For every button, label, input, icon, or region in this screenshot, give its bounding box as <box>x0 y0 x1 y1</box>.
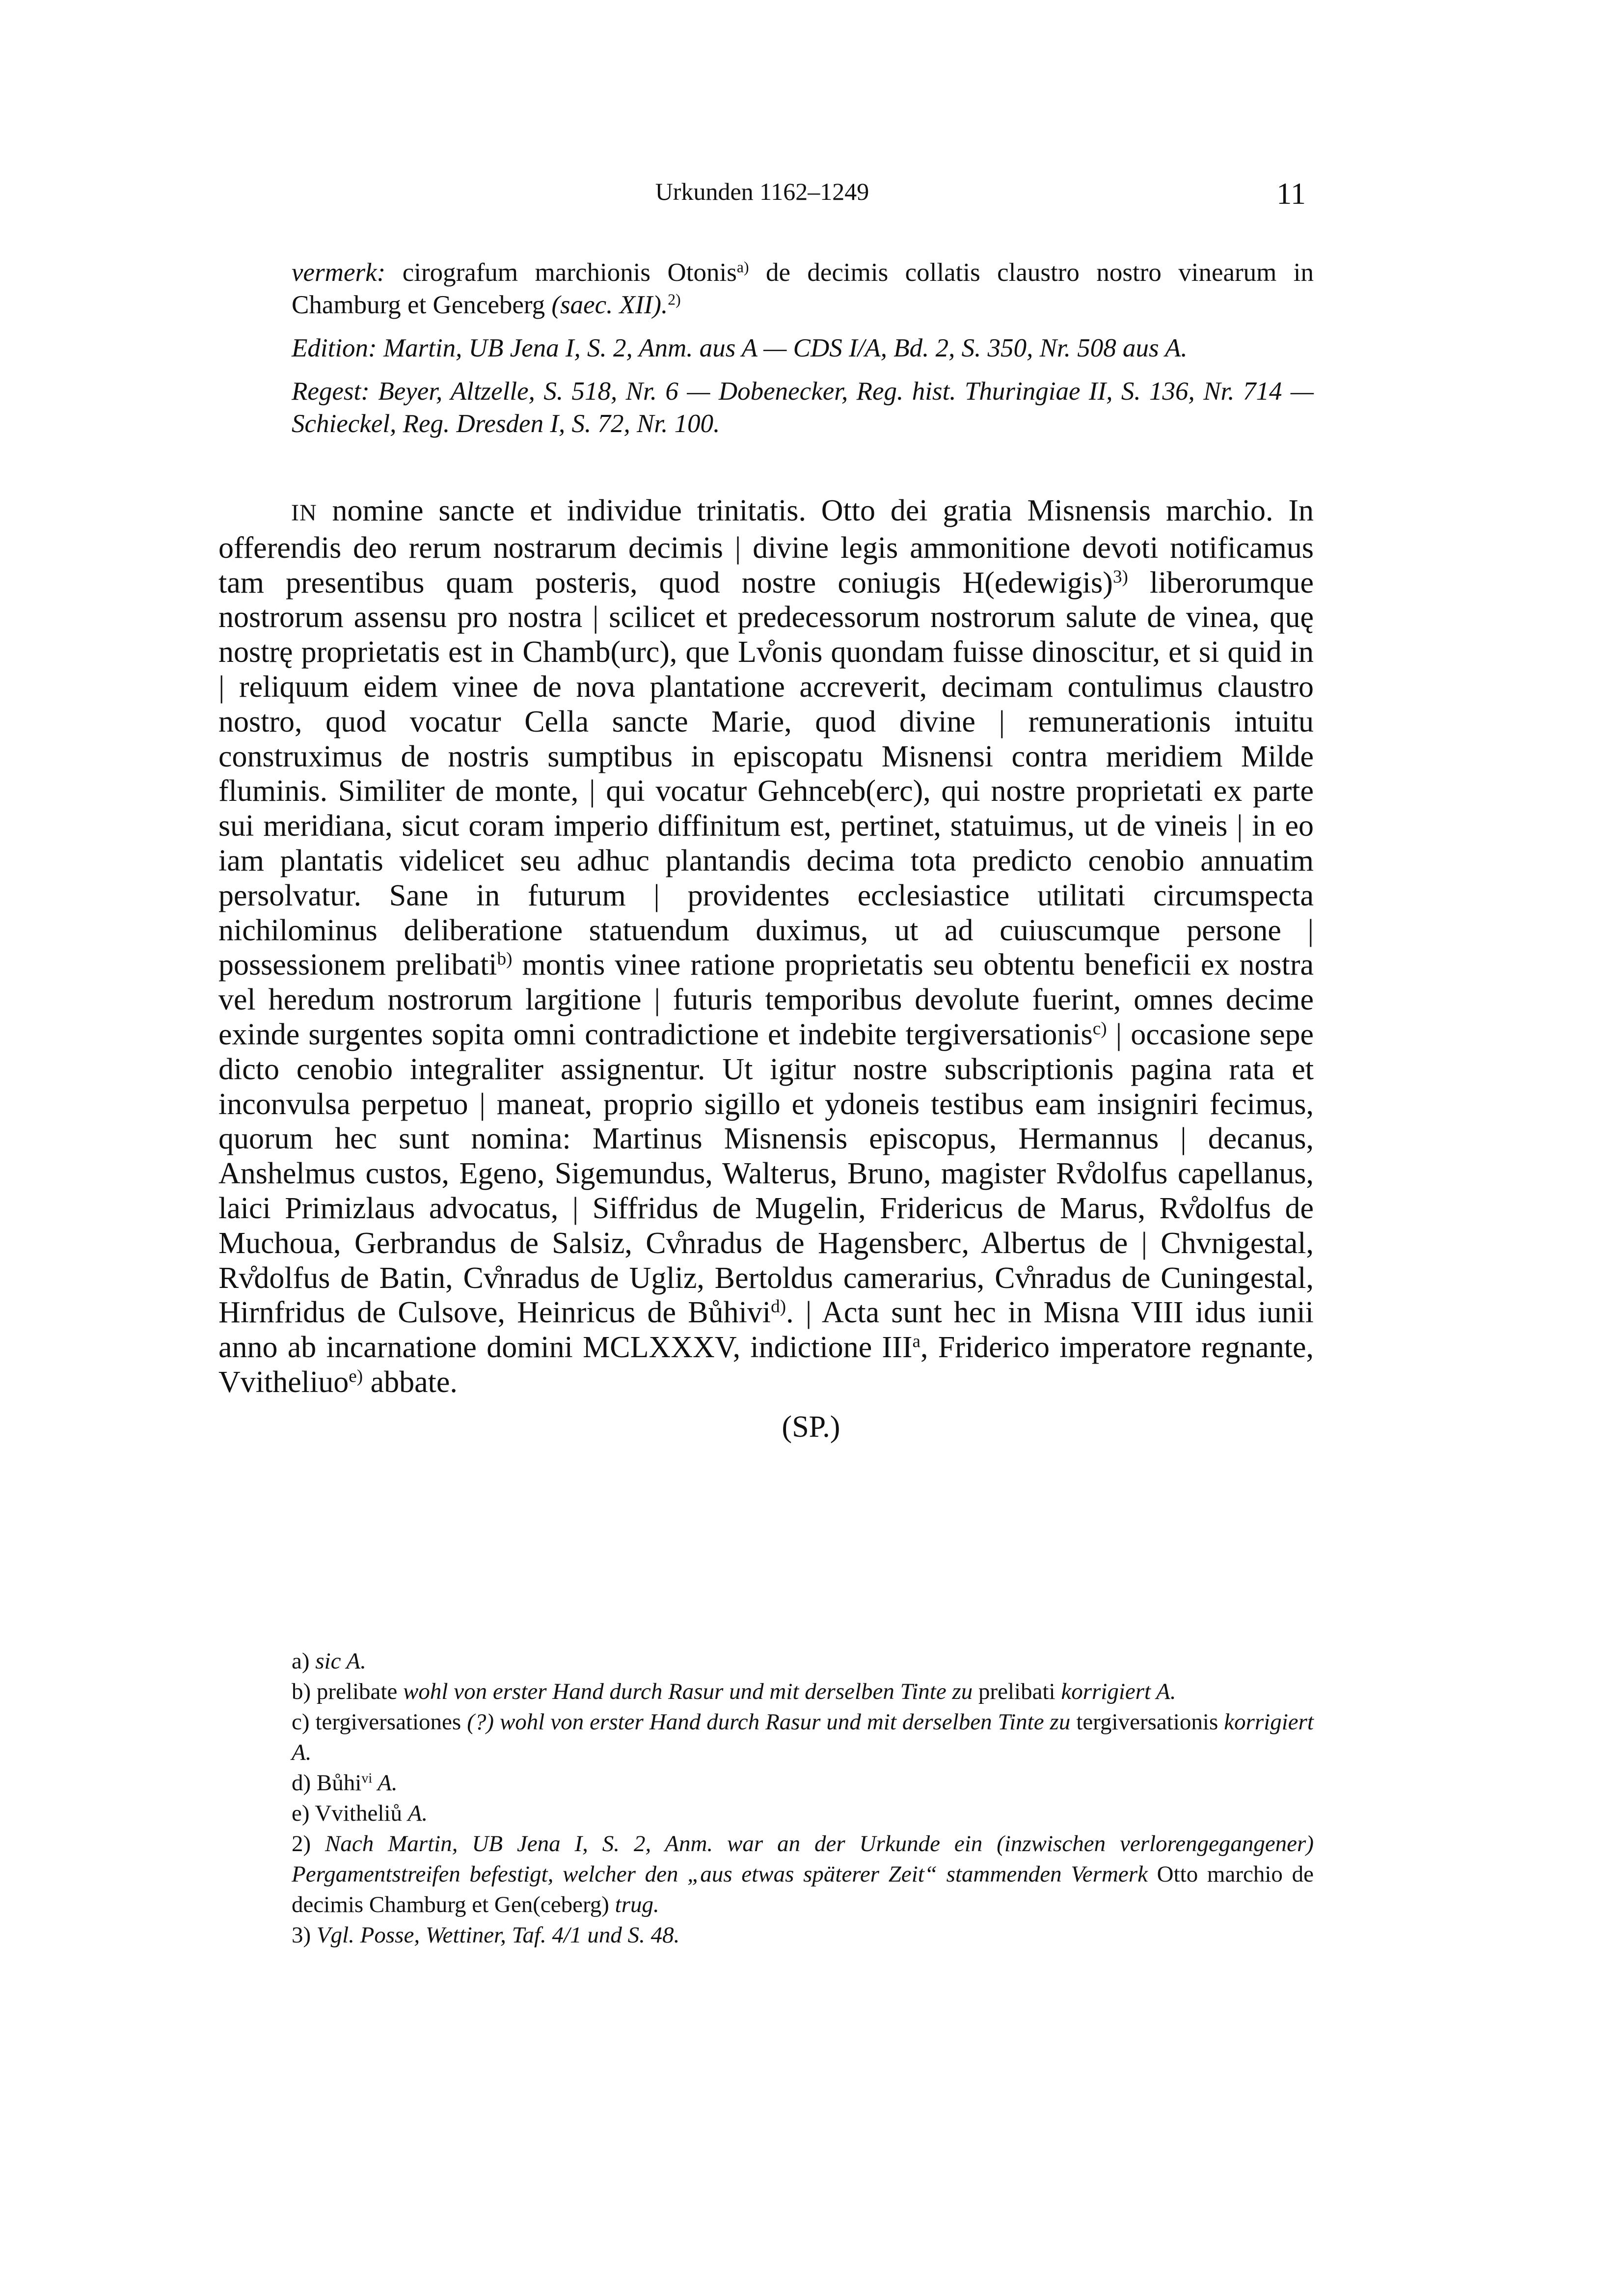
superscript-a: a <box>912 1331 921 1352</box>
footnote-text: Bůhi <box>316 1770 362 1796</box>
footnote-text: Otto marchio de decimis Chamburg et Gen(ceberg) <box>292 1861 1314 1917</box>
footnote-text: tergiversationes <box>315 1709 467 1735</box>
charter-text-part-6: , Friderico imperatore regnante, Vvitheliuo <box>218 1331 1314 1399</box>
charter-paragraph <box>218 493 1314 1400</box>
footnote-label: 2) <box>292 1831 325 1857</box>
footnote-a <box>292 1646 1314 1676</box>
footnote-text: prelibate <box>316 1679 404 1704</box>
footnote-text: korrigiert A. <box>292 1709 1314 1765</box>
footnote-d <box>292 1768 1314 1798</box>
vermerk-text: cirografum marchionis Otonis <box>385 258 737 287</box>
footnote-text: korrigiert A. <box>1061 1679 1176 1704</box>
footnote-text: Vgl. Posse, Wettiner, Taf. 4/1 und S. 48. <box>316 1922 680 1948</box>
footnote-label: b) <box>292 1679 317 1704</box>
edition-note <box>292 332 1314 364</box>
footnote-ref-a: a) <box>736 258 749 276</box>
footnote-2 <box>292 1829 1314 1920</box>
footnote-ref-b: b) <box>497 949 513 969</box>
charter-text-part-4: | occasione sepe dicto cenobio integraliter assignentur. Ut igitur nostre subscriptionis pagina rata et inconvulsa perpetuo | maneat, proprio sigillo et ydoneis testibus eam insigniri fecimus, quorum hec sunt nomina: Martinus Misnensis episcopus, Hermannus | decanus, Anshelmus custos, Egeno, Sigemundus, Walterus, Bruno, magister Rv̊dolfus capellanus, laici Primizlaus advocatus, | Siffridus de Mugelin, Fridericus de Marus, Rv̊dolfus de Muchoua, Gerbrandus de Salsiz, Cv̊nradus de Hagensberc, Albertus de | Chvnigestal, Rv̊dolfus de Batin, Cv̊nradus de Ugliz, Bertoldus camerarius, Cv̊nradus de Cuningestal, Hirnfridus de Culsove, Heinricus de Bůhivi <box>218 1017 1314 1330</box>
footnote-text: (?) wohl von erster Hand durch Rasur und mit derselben Tinte zu <box>467 1709 1077 1735</box>
footnote-text: tergiversationis <box>1076 1709 1224 1735</box>
edition-text: Edition: Martin, UB Jena I, S. 2, Anm. aus A — CDS I/A, Bd. 2, S. 350, Nr. 508 aus A. <box>292 334 1188 362</box>
footnote-b <box>292 1676 1314 1707</box>
vermerk-date: (saec. XII). <box>551 291 668 319</box>
regest-text: Regest: Beyer, Altzelle, S. 518, Nr. 6 — Dobenecker, Reg. hist. Thuringiae II, S. 136, Nr. 714 — Schieckel, Reg. Dresden I, S. 72, Nr. 100. <box>292 377 1314 438</box>
footnote-superscript: vi <box>361 1771 373 1786</box>
footnote-label: c) <box>292 1709 316 1735</box>
initial-words: IN <box>291 500 317 526</box>
footnote-text: A. <box>372 1770 398 1796</box>
regest-note <box>292 375 1314 440</box>
charter-text-part-2: liberorumque nostrorum assensu pro nostra | scilicet et predecessorum nostrorum salute de vinea, quę nostrę proprietatis est in Chamb(urc), que Lv̊onis quondam fuisse dinoscitur, et si quid in | reliquum eidem vinee de nova plantatione accreverit, decimam contulimus claustro nostro, quod vocatur Cella sancte Marie, quod divine | remunerationis intuitu construximus de nostris sumptibus in episcopatu Misnensi contra meridiem Milde fluminis. Similiter de monte, | qui vocatur Gehnceb(erc), qui nostre proprietati ex parte sui meridiana, sicut coram imperio diffinitum est, pertinet, statuimus, ut de vineis | in eo iam plantatis videlicet seu adhuc plantandis decima tota predicto cenobio annuatim persolvatur. Sane in futurum | providentes ecclesiastice utilitati circumspecta nichilominus deliberatione statuendum duximus, ut ad cuiuscumque persone | possessionem prelibati <box>218 566 1314 982</box>
footnote-ref-e: e) <box>349 1366 363 1387</box>
footnotes <box>292 1646 1314 1950</box>
critical-apparatus <box>292 256 1314 451</box>
charter-text <box>218 493 1314 1400</box>
footnote-text: wohl von erster Hand durch Rasur und mit derselben Tinte zu <box>403 1679 978 1704</box>
page-number: 11 <box>1276 177 1306 211</box>
footnote-ref-d: d) <box>771 1296 786 1317</box>
footnote-label: a) <box>292 1648 316 1674</box>
charter-text-part-1: nomine sancte et individue trinitatis. Otto dei gratia Misnensis marchio. In offerendis deo rerum nostrarum decimis | divine legis ammonitione devoti notificamus tam presentibus quam posteris, quod nostre coniugis H(edewigis) <box>218 494 1314 600</box>
footnote-ref-2: 2) <box>668 291 681 308</box>
footnote-ref-c: c) <box>1092 1018 1107 1039</box>
footnote-e <box>292 1798 1314 1829</box>
footnote-label: e) <box>292 1801 315 1826</box>
running-title: Urkunden 1162–1249 <box>655 178 869 205</box>
seal-mark: (SP.) <box>782 1410 840 1444</box>
vermerk-label: vermerk: <box>292 258 386 287</box>
footnote-text: Nach Martin, UB Jena I, S. 2, Anm. war an der Urkunde ein (inzwischen verlorengegangener) Pergamentstreifen befestigt, welcher den „aus etwas späterer Zeit“ stammenden Vermerk <box>292 1831 1314 1887</box>
footnote-text: trug. <box>615 1892 659 1917</box>
running-head <box>218 174 1306 214</box>
footnote-text: sic A. <box>315 1648 366 1674</box>
charter-text-part-7: abbate. <box>363 1365 458 1399</box>
footnote-3 <box>292 1920 1314 1950</box>
footnote-text: Vvitheliů <box>315 1801 408 1826</box>
charter-text-part-3: montis vinee ratione proprietatis seu obtentu beneficii ex nostra vel heredum nostrorum largitione | futuris temporibus devolute fuerint, omnes decime exinde surgentes sopita omni contradictione et indebite tergiversationis <box>218 948 1314 1051</box>
footnote-text: prelibati <box>978 1679 1061 1704</box>
footnote-c <box>292 1707 1314 1768</box>
vermerk-note <box>292 256 1314 321</box>
vermerk-text-2: de decimis collatis claustro nostro vinearum in Chamburg et Genceberg <box>292 258 1314 319</box>
footnote-label: 3) <box>292 1922 317 1948</box>
footnote-text: A. <box>407 1801 428 1826</box>
footnote-label: d) <box>292 1770 317 1796</box>
charter-text-part-5: . | Acta sunt hec in Misna VIII idus iunii anno ab incarnatione domini MCLXXXV, indictione III <box>218 1296 1314 1365</box>
footnote-ref-3: 3) <box>1112 567 1128 587</box>
